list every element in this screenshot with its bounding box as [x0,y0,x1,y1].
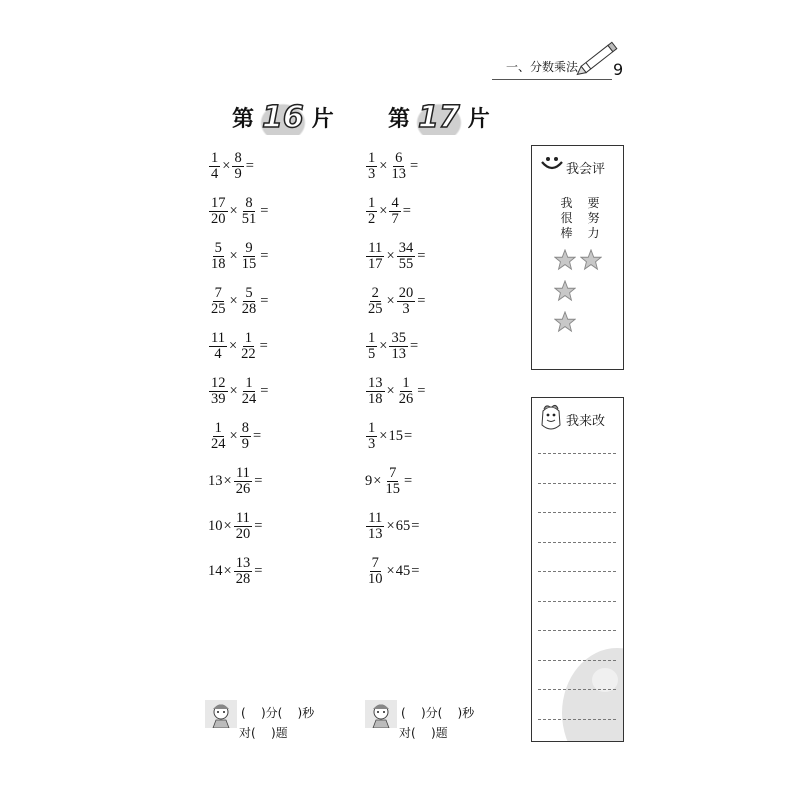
star-icon[interactable] [554,311,576,333]
star-icon[interactable] [554,249,576,271]
writing-line[interactable] [538,571,616,572]
denominator: 3 [368,436,376,452]
problem-row [365,414,466,459]
times-sign: × [228,338,238,354]
numerator: 9 [245,240,253,256]
equals-sign: = [417,383,426,399]
fraction [209,376,228,407]
equals-sign: = [260,203,269,219]
answer-blank[interactable] [426,383,466,401]
answer-blank[interactable] [419,338,459,356]
problem-row [208,189,309,234]
denominator: 25 [211,301,226,317]
problem-row [365,504,466,549]
equals-sign: = [402,203,411,219]
problem-row [208,459,309,504]
whole-number: 9 [365,473,373,489]
denominator: 3 [368,166,376,182]
times-sign: × [229,248,238,264]
answer-blank[interactable] [263,473,303,491]
denominator: 18 [211,256,226,272]
denominator: 39 [211,391,226,407]
times-sign: × [386,248,395,264]
problem-row [365,234,466,279]
problem-row [365,189,466,234]
problem-row [208,144,309,189]
answer-blank[interactable] [269,248,309,266]
denominator: 13 [368,526,383,542]
equals-sign: = [403,428,413,444]
problem-row [208,234,309,279]
equals-sign: = [254,473,263,489]
denominator: 20 [211,211,226,227]
whole-number: 10 [208,518,223,534]
numerator: 35 [391,330,406,346]
sheet-17-number: 17 [412,100,466,135]
denominator: 9 [234,166,242,182]
sheet-17-problems [365,144,466,594]
denominator: 5 [368,346,376,362]
answer-blank[interactable] [426,248,466,266]
numerator: 1 [368,420,376,436]
denominator: 25 [368,301,383,317]
fraction [366,196,377,227]
times-sign: × [223,563,232,579]
fraction [389,196,400,227]
sheet-17-label-pre: 第 [388,106,411,132]
problem-row [365,549,466,594]
answer-blank[interactable] [263,518,303,536]
fraction [240,376,259,407]
writing-line[interactable] [538,453,616,454]
numerator: 2 [371,285,379,301]
sheet-16-timer [205,700,345,742]
equals-sign: = [260,293,269,309]
numerator: 8 [245,195,253,211]
numerator: 5 [214,240,222,256]
times-sign: × [229,428,238,444]
numerator: 1 [402,375,410,391]
numerator: 8 [241,420,249,436]
problem-row [365,369,466,414]
numerator: 1 [368,150,376,166]
equals-sign: = [403,473,413,489]
denominator: 15 [241,256,257,272]
numerator: 1 [245,375,253,391]
denominator: 3 [402,301,410,317]
numerator: 34 [398,240,414,256]
answer-blank[interactable] [255,158,295,176]
fraction [239,331,258,362]
fraction [234,556,253,587]
star-icon[interactable] [554,280,576,302]
answer-blank[interactable] [420,563,460,581]
self-evaluation-box [531,145,624,370]
chapter-title: 一、分数乘法 [506,60,579,74]
times-sign: × [379,428,388,444]
denominator: 10 [368,571,383,587]
whole-number: 13 [208,473,223,489]
page-number: 9 [613,60,624,79]
equals-sign: = [245,158,254,174]
sheet-16-label-pre: 第 [232,106,255,132]
numerator: 1 [244,330,253,346]
answer-blank[interactable] [269,383,309,401]
fraction [366,286,385,317]
fraction [366,241,385,272]
denominator: 15 [385,481,400,497]
writing-line[interactable] [538,630,616,631]
fraction [383,466,402,497]
sheet-17-label-post: 片 [467,106,490,132]
times-sign: × [386,518,395,534]
equals-sign: = [409,338,419,354]
numerator: 13 [235,555,251,571]
denominator: 28 [235,571,251,587]
answer-blank[interactable] [420,518,460,536]
fraction [366,151,377,182]
times-sign: × [222,158,231,174]
times-sign: × [229,203,238,219]
denominator: 7 [391,211,399,227]
equals-sign: = [409,158,419,174]
denominator: 28 [241,301,257,317]
numerator: 1 [214,420,222,436]
fraction [366,376,385,407]
problem-row [365,324,466,369]
fraction [232,151,243,182]
numerator: 8 [234,150,242,166]
problem-row [208,279,309,324]
writing-line[interactable] [538,689,616,690]
fraction [209,331,227,362]
fraction [366,421,377,452]
chapter-header [492,55,632,81]
times-sign: × [379,338,388,354]
denominator: 4 [211,166,219,182]
fraction [240,286,259,317]
fraction [209,151,220,182]
numerator: 1 [368,195,376,211]
fraction [209,196,228,227]
times-sign: × [373,473,382,489]
problem-row [208,414,309,459]
numerator: 11 [235,510,250,526]
whole-number: 45 [395,563,411,579]
fraction [366,511,385,542]
equals-sign: = [411,563,420,579]
correct-count-label: 对( )题 [239,726,288,740]
fraction [389,151,408,182]
fraction [209,421,228,452]
fraction [234,466,253,497]
problem-row [208,324,309,369]
fraction [240,421,251,452]
denominator: 20 [235,526,251,542]
equals-sign: = [260,248,269,264]
denominator: 26 [235,481,251,497]
answer-blank[interactable] [269,293,309,311]
great-label: 我 很 棒 [560,196,573,240]
denominator: 51 [241,211,257,227]
equals-sign: = [252,428,262,444]
sheet-16-label-post: 片 [311,106,334,132]
equals-sign: = [254,518,263,534]
problem-row [365,279,466,324]
sheet-17-title [388,100,490,134]
denominator: 9 [241,436,249,452]
denominator: 17 [368,256,383,272]
numerator: 7 [371,555,379,571]
denominator: 22 [241,346,256,362]
denominator: 13 [391,166,406,182]
problem-row [365,144,466,189]
times-sign: × [386,383,395,399]
denominator: 26 [398,391,414,407]
decorative-blob [562,648,624,742]
answer-blank[interactable] [269,203,309,221]
fraction [209,241,228,272]
time-spent-label: ( )分( )秒 [241,706,315,720]
numerator: 7 [389,465,397,481]
self-evaluation-title: 我会评 [566,162,606,177]
answer-blank[interactable] [412,203,452,221]
correction-title: 我来改 [566,414,606,429]
numerator: 20 [398,285,414,301]
fraction [397,241,416,272]
child-icon [205,700,237,728]
numerator: 11 [211,330,225,346]
times-sign: × [223,473,232,489]
mascot-icon [538,403,564,433]
header-rule [492,79,612,80]
writing-line[interactable] [538,601,616,602]
times-sign: × [229,383,238,399]
equals-sign: = [254,563,263,579]
problem-row [365,459,466,504]
fraction [366,556,385,587]
numerator: 6 [395,150,403,166]
whole-number: 14 [208,563,223,579]
writing-line[interactable] [538,483,616,484]
numerator: 12 [211,375,226,391]
try-harder-label: 要 努 力 [587,196,600,240]
numerator: 5 [245,285,253,301]
fraction [397,376,416,407]
times-sign: × [379,203,388,219]
problem-row [208,369,309,414]
numerator: 17 [211,195,226,211]
writing-line[interactable] [538,542,616,543]
times-sign: × [386,293,395,309]
answer-blank[interactable] [419,158,459,176]
writing-line[interactable] [538,719,616,720]
equals-sign: = [417,293,426,309]
fraction [234,511,253,542]
denominator: 24 [211,436,226,452]
sheet-16-problems [208,144,309,594]
whole-number: 15 [388,428,403,444]
numerator: 7 [214,285,222,301]
star-icon[interactable] [580,249,602,271]
fraction [397,286,416,317]
answer-blank[interactable] [413,428,453,446]
sheet-16-title [232,100,334,134]
denominator: 4 [214,346,222,362]
denominator: 24 [241,391,257,407]
equals-sign: = [260,383,269,399]
denominator: 13 [391,346,406,362]
answer-blank[interactable] [262,428,302,446]
fraction [366,331,377,362]
numerator: 11 [368,240,383,256]
answer-blank[interactable] [413,473,453,491]
writing-line[interactable] [538,660,616,661]
answer-blank[interactable] [269,338,309,356]
fraction [240,241,259,272]
denominator: 2 [368,211,376,227]
fraction [389,331,408,362]
times-sign: × [379,158,388,174]
problem-row [208,504,309,549]
answer-blank[interactable] [263,563,303,581]
sheet-16-number: 16 [256,100,310,135]
correction-box [531,397,624,742]
times-sign: × [229,293,238,309]
numerator: 4 [391,195,399,211]
numerator: 1 [211,150,219,166]
whole-number: 65 [395,518,411,534]
numerator: 11 [368,510,383,526]
problem-row [208,549,309,594]
equals-sign: = [411,518,420,534]
denominator: 55 [398,256,414,272]
times-sign: × [386,563,395,579]
equals-sign: = [259,338,268,354]
numerator: 11 [235,465,250,481]
correct-count-label: 对( )题 [399,726,448,740]
answer-blank[interactable] [426,293,466,311]
equals-sign: = [417,248,426,264]
times-sign: × [223,518,232,534]
fraction [240,196,259,227]
smiley-icon [540,154,564,172]
time-spent-label: ( )分( )秒 [401,706,475,720]
numerator: 13 [368,375,383,391]
fraction [209,286,228,317]
numerator: 1 [368,330,376,346]
sheet-17-timer [365,700,505,742]
child-icon [365,700,397,728]
writing-line[interactable] [538,512,616,513]
denominator: 18 [368,391,383,407]
